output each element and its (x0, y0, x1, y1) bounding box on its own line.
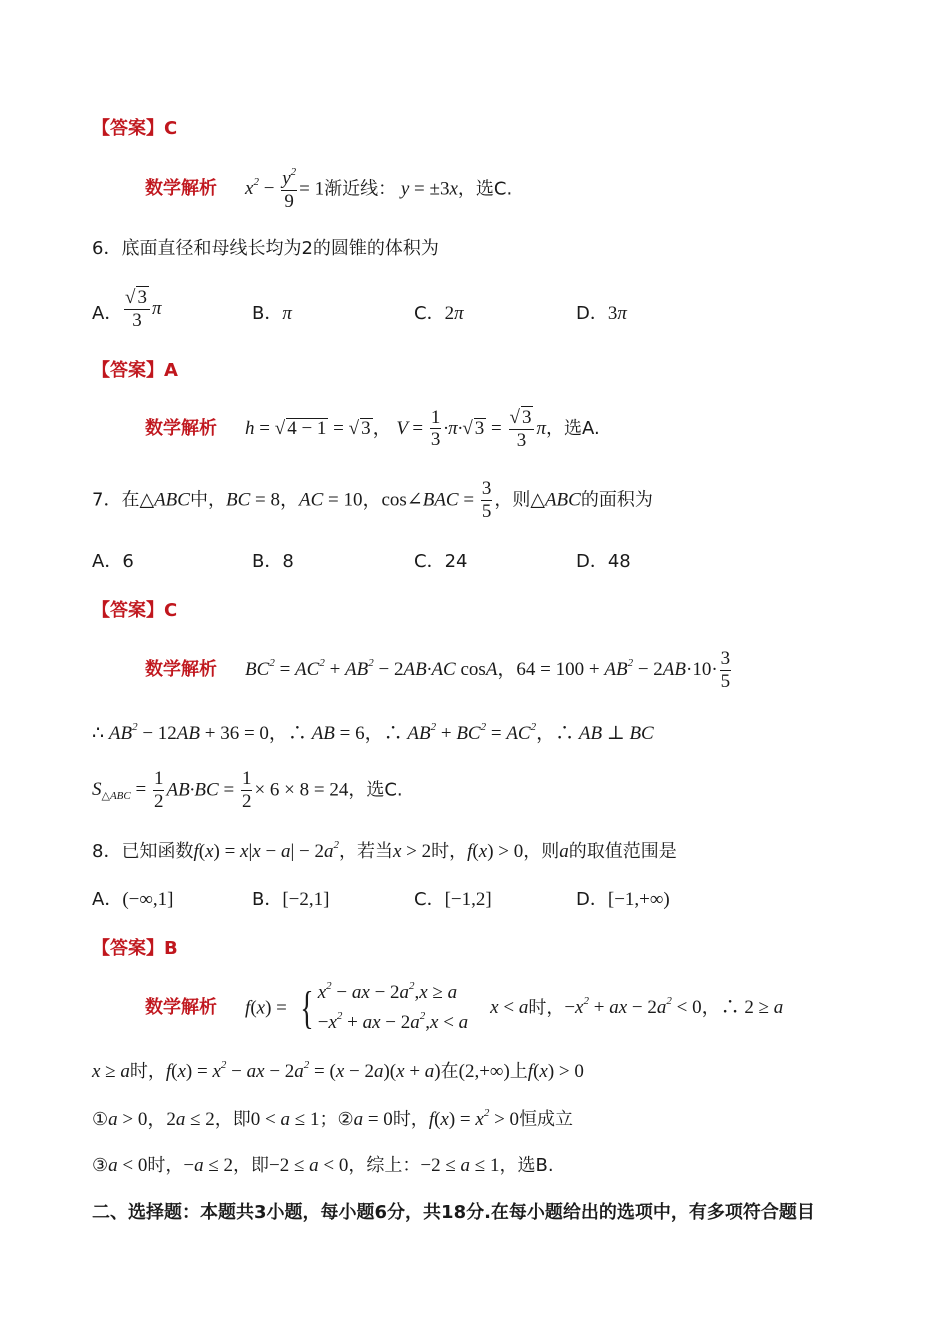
solution-q7-line1: 数学解析 $BC^2 = AC^2 + AB^2 - 2AB\cdot AC$ cosA，$64 = 100 + AB^2 - 2AB\cdot 10\cdot$ $\frac{3}{5}$ (145, 648, 731, 692)
option-d: D．48 (576, 551, 631, 572)
option-a: A． (92, 303, 123, 324)
solution-q8-line4: ③a < 0时，−a ≤ 2，即−2 ≤ a < 0，综上：−2 ≤ a ≤ 1，选B. (92, 1155, 554, 1176)
solution-q5: 数学解析 $x^2$ − $\frac{y^2}{9}$ = 1渐近线： y = ±3x，选C. (145, 166, 513, 212)
answer-q8: 【答案】B (92, 938, 178, 959)
solution-q6: 数学解析 h = √ 4 − 1 = √ 3 ， V = $\frac{1}{3}$ ·π·√ 3 = $\frac{√ 3}{3}$ π，选A. (145, 406, 600, 451)
option-c: C．2π (414, 303, 464, 324)
piecewise-function: { $x^2$ − ax − $2a^2,x \ge a$ $-x^2$ + ax − $2a^2,x < a$ (300, 980, 469, 1034)
solution-tag: 数学解析 (145, 178, 217, 200)
option-a: A．(−∞,1] (92, 889, 174, 910)
question-8-stem: 8．已知函数$f(x) = x|x - a| - 2a^2$，若当x > 2时，f(x) > 0，则a的取值范围是 (92, 839, 677, 862)
question-7-stem: 7．在△ABC中，BC = 8，AC = 10，cos∠BAC = $\frac{3}{5}$ ，则△ABC的面积为 (92, 478, 653, 522)
question-6-stem: 6．底面直径和母线长均为2的圆锥的体积为 (92, 238, 439, 259)
solution-q8-line1: 数学解析 f(x) = { $x^2$ − ax − $2a^2,x \ge a$ $-x^2$ + ax − $2a^2,x < a$ x < a时，$-x^2$ + ax − $2a^2 < 0$，∴ 2 ≥ a (145, 978, 783, 1039)
option-b: B．π (252, 303, 292, 324)
option-b: B．8 (252, 551, 294, 572)
fraction: $\frac{y^2}{9}$ (282, 166, 297, 212)
option-b: B．[−2,1] (252, 889, 330, 910)
solution-q7-line3: $S_{\triangle ABC}$ = $\frac{1}{2}$ AB·BC = $\frac{1}{2}$ × 6 × 8 = 24，选C. (92, 768, 403, 812)
option-d: D．3π (576, 303, 627, 324)
answer-q6: 【答案】A (92, 360, 178, 381)
option-a-value: $\frac{√ 3}{3}$ π (125, 287, 162, 331)
option-c: C．[−1,2] (414, 889, 492, 910)
answer-q5: 【答案】C (92, 118, 178, 139)
option-c: C．24 (414, 551, 468, 572)
solution-q8-line3: ①a > 0，2a ≤ 2，即0 < a ≤ 1；②a = 0时，$f(x) = x^2 > 0$恒成立 (92, 1107, 574, 1130)
option-a: A．6 (92, 551, 134, 572)
option-d: D．[−1,+∞) (576, 889, 670, 910)
solution-q8-line2: x ≥ a时，$f(x) = x^2$ − ax − $2a^2 = (x - 2a)(x + a)$在(2,+∞)上f(x) > 0 (92, 1059, 584, 1082)
solution-q7-line2: ∴ $AB^2 - 12AB + 36 = 0$，∴ AB = 6，∴ $AB^2 + BC^2 = AC^2$，∴ AB ⊥ BC (92, 721, 654, 744)
section-2-heading: 二、选择题：本题共3小题，每小题6分，共18分.在每小题给出的选项中，有多项符合题目 (92, 1202, 815, 1223)
answer-q7: 【答案】C (92, 600, 178, 621)
